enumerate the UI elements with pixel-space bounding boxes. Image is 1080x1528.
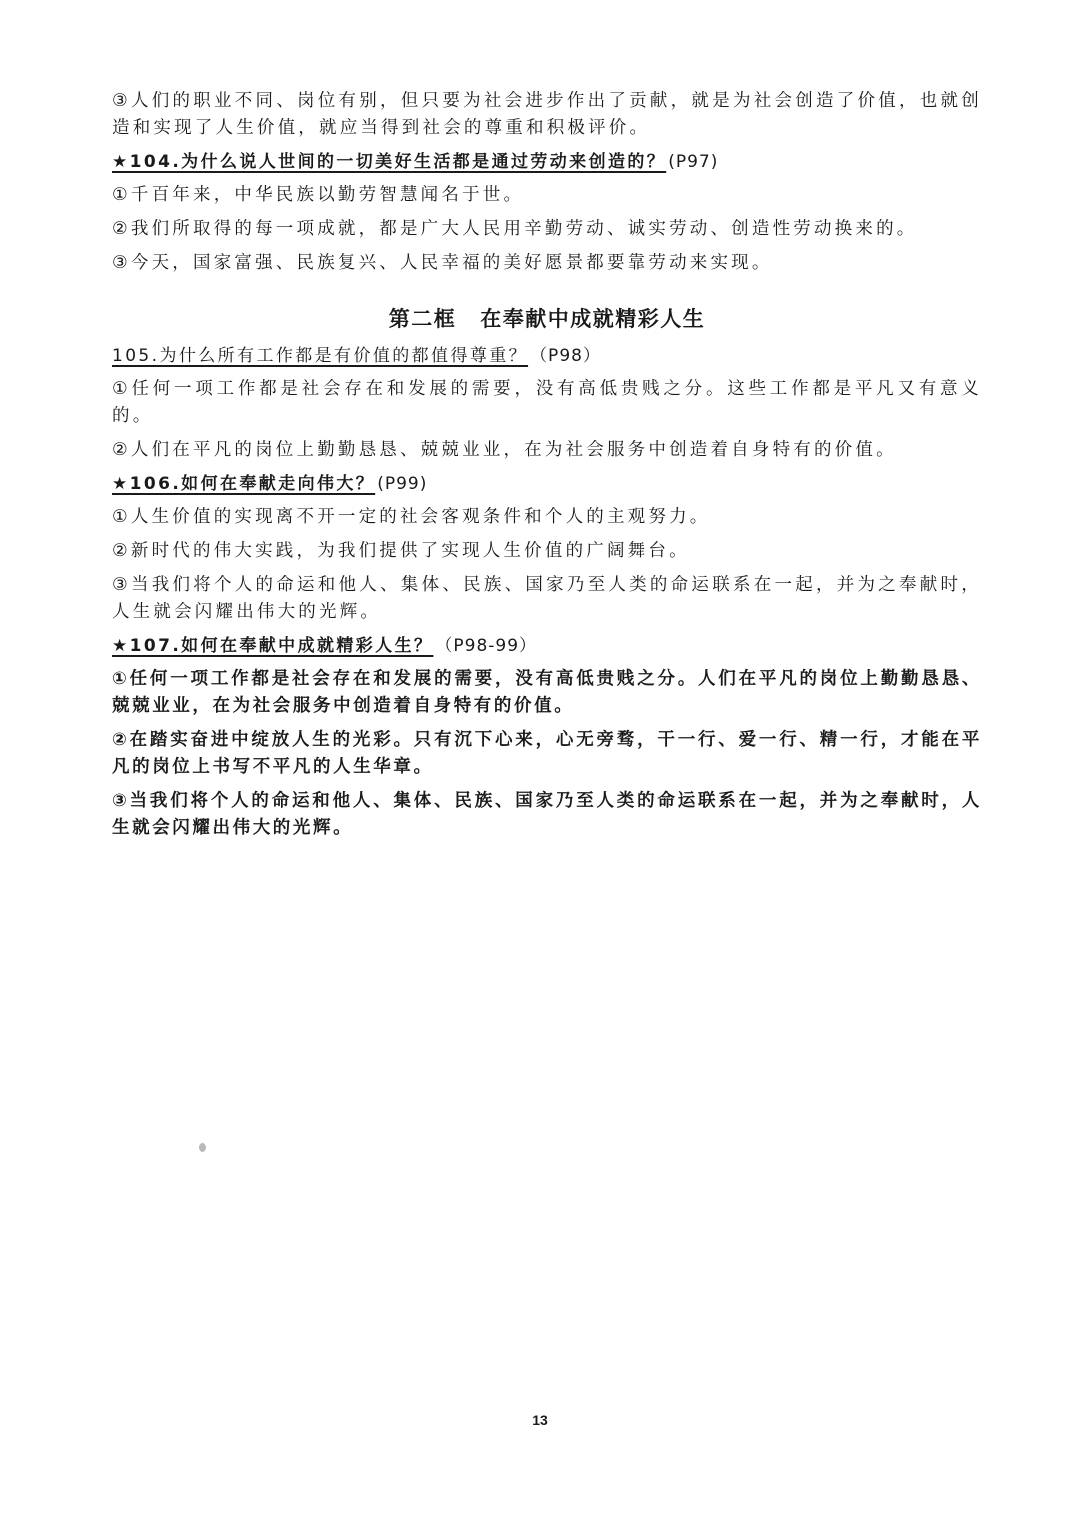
answer-104-3: ③今天，国家富强、民族复兴、人民幸福的美好愿景都要靠劳动来实现。	[112, 253, 773, 273]
answer-105-2: ②人们在平凡的岗位上勤勤恳恳、兢兢业业，在为社会服务中创造着自身特有的价值。	[112, 440, 897, 460]
question-107-text: ★107.如何在奉献中成就精彩人生？	[112, 636, 434, 656]
question-107-page-ref: （P98-99）	[435, 636, 538, 656]
question-105	[112, 343, 982, 370]
question-107	[112, 633, 982, 660]
answer-106-1: ①人生价值的实现离不开一定的社会客观条件和个人的主观努力。	[112, 507, 711, 527]
question-106-text: ★106.如何在奉献走向伟大？	[112, 474, 376, 494]
scan-speck	[199, 1143, 206, 1152]
section-label: 第二框	[388, 307, 457, 331]
question-104-page-ref: (P97)	[668, 152, 719, 172]
answer-105-1: ①任何一项工作都是社会存在和发展的需要，没有高低贵贱之分。这些工作都是平凡又有意义的。	[112, 379, 982, 426]
answer-106-3: ③当我们将个人的命运和他人、集体、民族、国家乃至人类的命运联系在一起，并为之奉献时，人生就会闪耀出伟大的光辉。	[112, 575, 982, 622]
question-105-page-ref: （P98）	[530, 346, 601, 366]
document-page	[112, 88, 982, 849]
section-title	[112, 303, 982, 333]
section-heading: 在奉献中成就精彩人生	[480, 307, 706, 331]
answer-107-2: ②在踏实奋进中绽放人生的光彩。只有沉下心来，心无旁骛，干一行、爱一行、精一行，才能在平凡的岗位上书写不平凡的人生华章。	[112, 730, 982, 777]
answer-106-2: ②新时代的伟大实践，为我们提供了实现人生价值的广阔舞台。	[112, 541, 690, 561]
question-106	[112, 471, 982, 498]
answer-107-3: ③当我们将个人的命运和他人、集体、民族、国家乃至人类的命运联系在一起，并为之奉献时，人生就会闪耀出伟大的光辉。	[112, 791, 982, 838]
question-104	[112, 149, 982, 176]
intro-item-3: ③人们的职业不同、岗位有别，但只要为社会进步作出了贡献，就是为社会创造了价值，也就创造和实现了人生价值，就应当得到社会的尊重和积极评价。	[112, 91, 982, 138]
answer-107-1: ①任何一项工作都是社会存在和发展的需要，没有高低贵贱之分。人们在平凡的岗位上勤勤恳恳、兢兢业业，在为社会服务中创造着自身特有的价值。	[112, 669, 982, 716]
answer-104-2: ②我们所取得的每一项成就，都是广大人民用辛勤劳动、诚实劳动、创造性劳动换来的。	[112, 219, 918, 239]
page-number: 13	[532, 1412, 548, 1428]
question-106-page-ref: (P99)	[377, 474, 428, 494]
question-104-text: ★104.为什么说人世间的一切美好生活都是通过劳动来创造的？	[112, 152, 667, 172]
question-105-text: 105.为什么所有工作都是有价值的都值得尊重？	[112, 346, 529, 366]
answer-104-1: ①千百年来，中华民族以勤劳智慧闻名于世。	[112, 185, 525, 205]
